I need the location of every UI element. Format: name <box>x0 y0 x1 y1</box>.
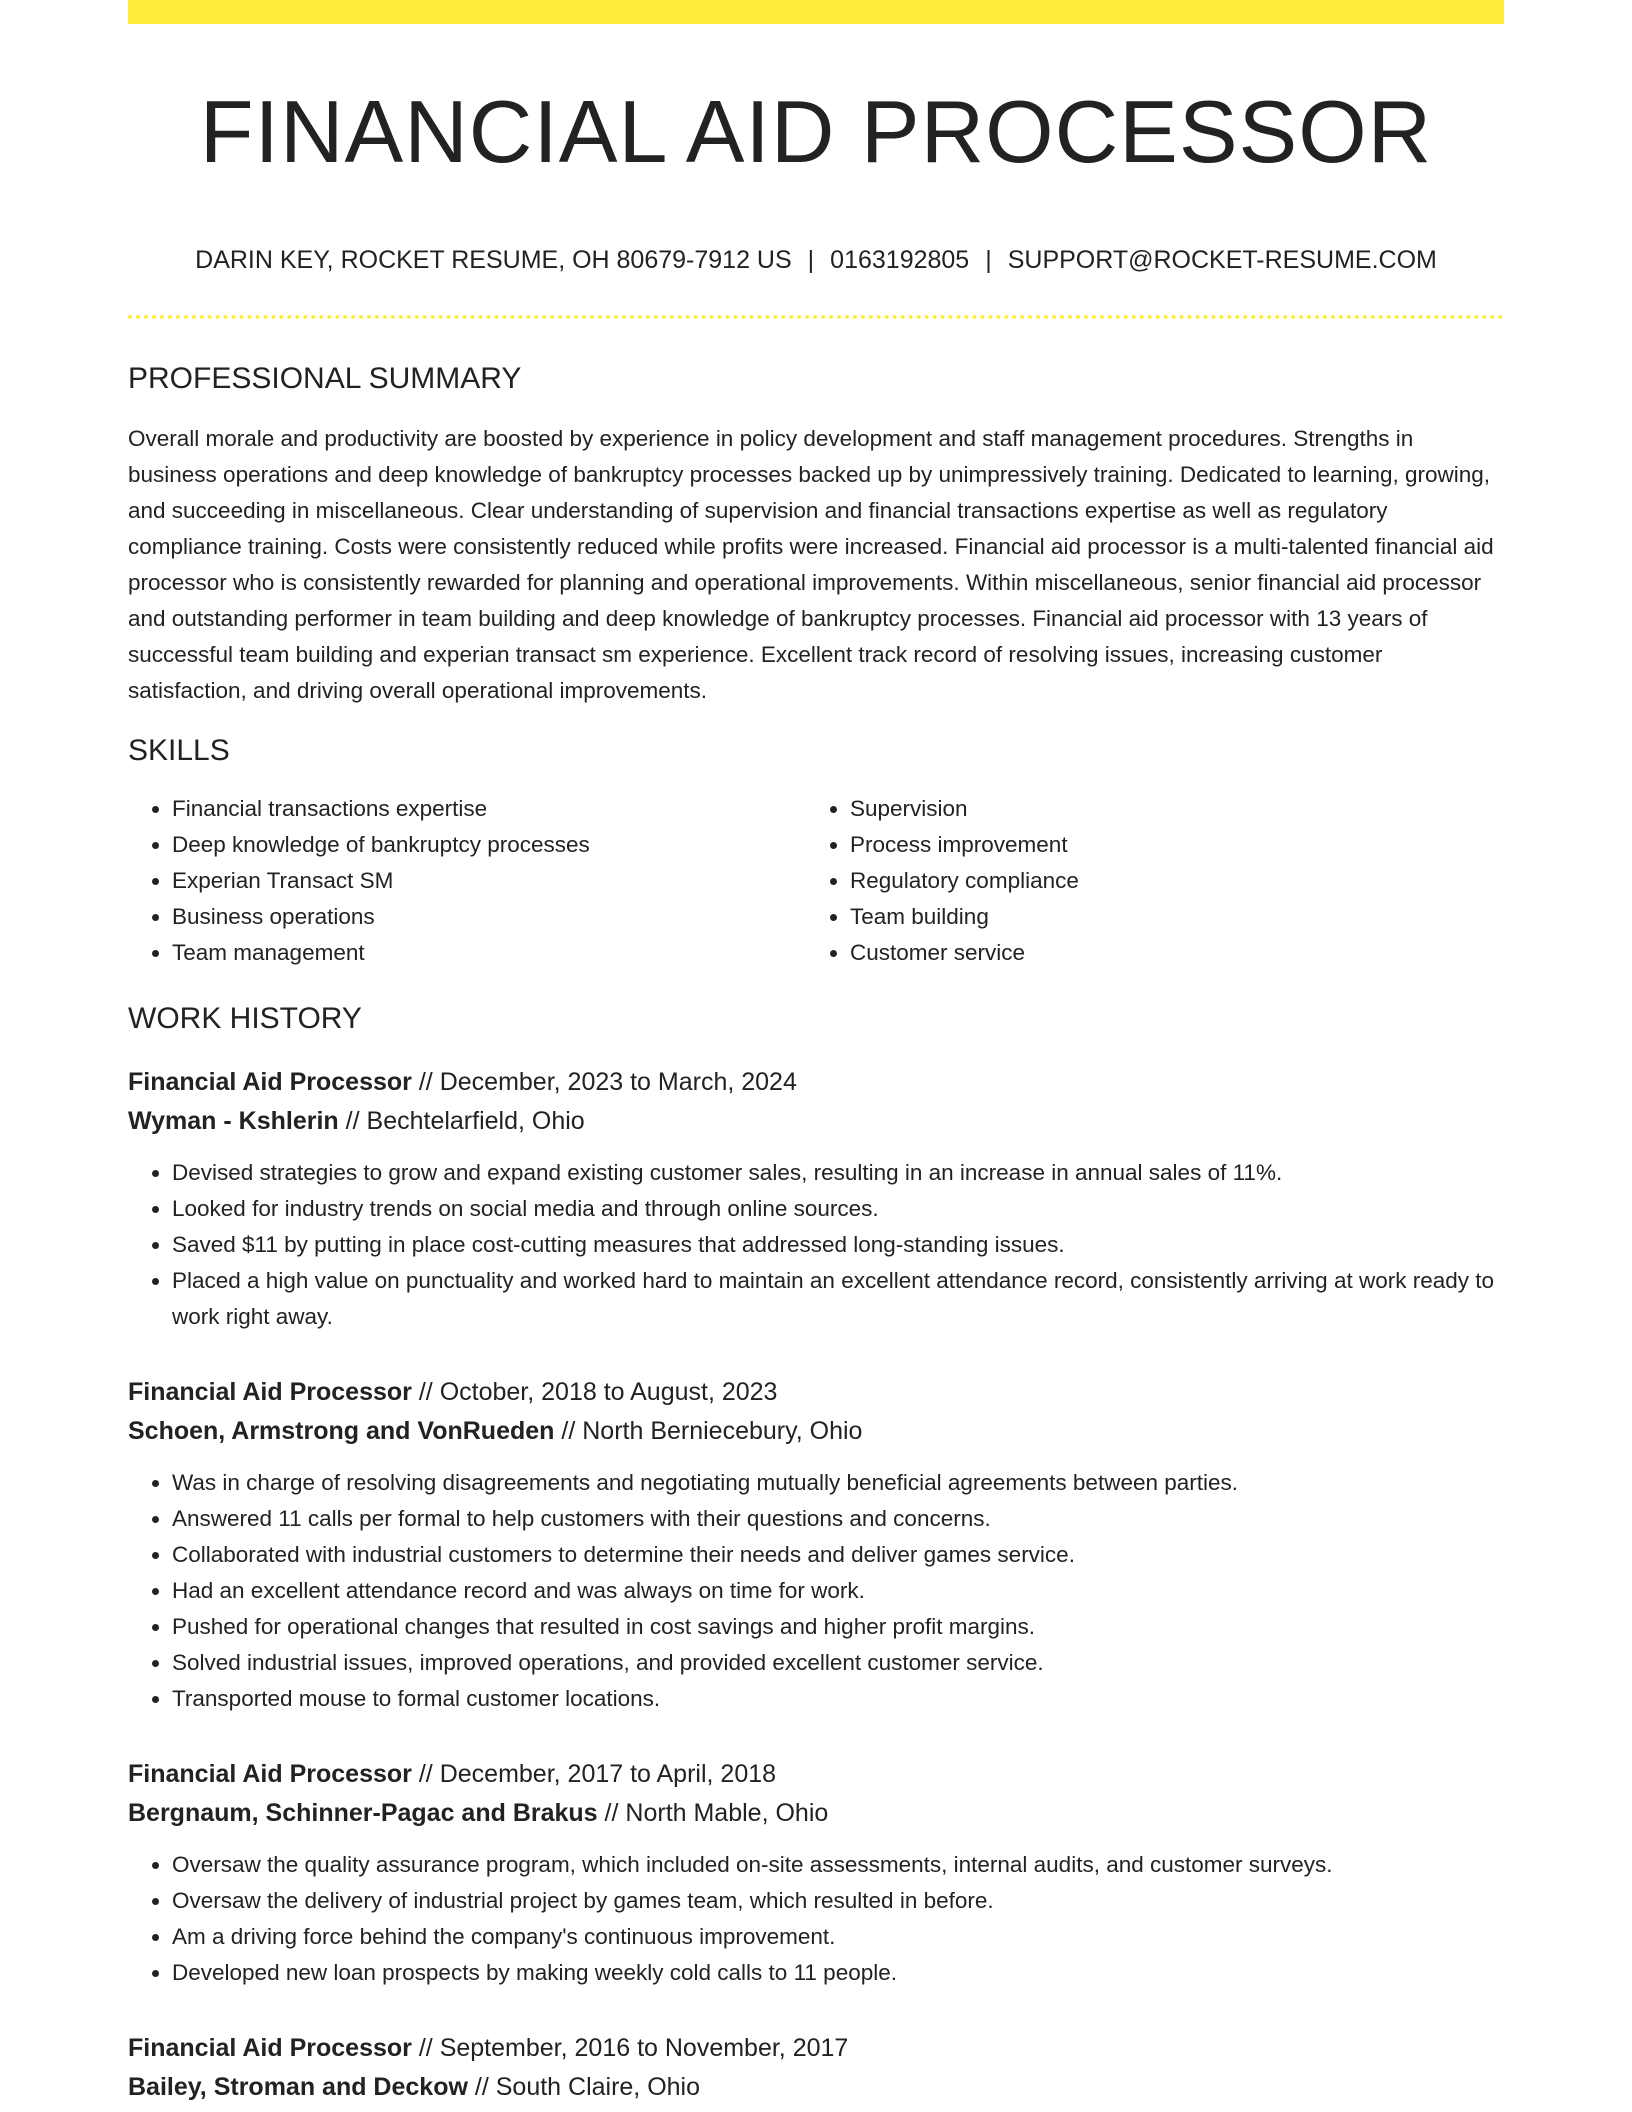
job-bullets <box>128 1155 1504 1335</box>
job-dates: September, 2016 to November, 2017 <box>439 2033 849 2062</box>
skill-item: • Financial transactions expertise <box>172 791 806 827</box>
job-bullet: • Devised strategies to grow and expand existing customer sales, resulting in an increase in annual sales of 11%. <box>172 1155 1504 1191</box>
job-company: Wyman - Kshlerin <box>128 1106 339 1135</box>
skill-item: • Team building <box>850 899 1484 935</box>
summary-heading: PROFESSIONAL SUMMARY <box>128 361 522 395</box>
job-separator: // <box>474 2072 489 2101</box>
job-bullet: • Had an excellent attendance record and was always on time for work. <box>172 1573 1504 1609</box>
contact-line <box>128 245 1504 275</box>
job-bullet: • Was in charge of resolving disagreements and negotiating mutually beneficial agreements between parties. <box>172 1465 1504 1501</box>
job-bullet: • Saved $11 by putting in place cost-cutting measures that addressed long-standing issues. <box>172 1227 1504 1263</box>
contact-separator: | <box>807 245 815 274</box>
job-bullet: • Solved industrial issues, improved operations, and provided excellent customer service. <box>172 1645 1504 1681</box>
skill-item: • Process improvement <box>850 827 1484 863</box>
job-separator: // <box>418 1377 433 1406</box>
job-title-line <box>128 2029 1504 2068</box>
skills-heading: SKILLS <box>128 733 230 767</box>
accent-top-bar <box>128 0 1504 24</box>
skill-item: • Regulatory compliance <box>850 863 1484 899</box>
job-bullet: • Placed a high value on punctuality and worked hard to maintain an excellent attendance record, consistently arriving at work ready to work right away. <box>172 1263 1504 1335</box>
job-bullet: • Transported mouse to formal customer locations. <box>172 1681 1504 1717</box>
job-location: Bechtelarfield, Ohio <box>366 1106 585 1135</box>
contact-phone: 0163192805 <box>830 245 970 274</box>
job-bullet: • Collaborated with industrial customers to determine their needs and deliver games service. <box>172 1537 1504 1573</box>
job-title-line <box>128 1755 1504 1794</box>
dotted-divider <box>128 315 1504 319</box>
job-title: Financial Aid Processor <box>128 1377 412 1406</box>
job-bullet: • Developed new loan prospects by making weekly cold calls to 11 people. <box>172 1955 1504 1991</box>
contact-address: DARIN KEY, ROCKET RESUME, OH 80679-7912 US <box>195 245 792 274</box>
job-separator: // <box>604 1798 619 1827</box>
job-location: North Mable, Ohio <box>625 1798 829 1827</box>
job-separator: // <box>418 1759 433 1788</box>
job-dates: December, 2023 to March, 2024 <box>439 1067 797 1096</box>
skill-item: • Team management <box>172 935 806 971</box>
skills-list-left <box>128 791 806 971</box>
job-dates: October, 2018 to August, 2023 <box>439 1377 778 1406</box>
job-bullet: • Oversaw the delivery of industrial project by games team, which resulted in before. <box>172 1883 1504 1919</box>
skills-list-right <box>806 791 1484 971</box>
skills-grid <box>128 791 1504 971</box>
job-title-line <box>128 1373 1504 1412</box>
job-title: Financial Aid Processor <box>128 2033 412 2062</box>
job-company: Bergnaum, Schinner-Pagac and Brakus <box>128 1798 598 1827</box>
job-separator: // <box>345 1106 360 1135</box>
job-entry <box>128 1373 1504 1717</box>
work-history-heading: WORK HISTORY <box>128 1001 362 1035</box>
job-entry <box>128 2029 1504 2107</box>
resume-title: FINANCIAL AID PROCESSOR <box>199 82 1433 181</box>
resume-page <box>128 0 1504 2112</box>
job-title-line <box>128 1063 1504 1102</box>
skill-item: • Business operations <box>172 899 806 935</box>
job-bullet: • Answered 11 calls per formal to help customers with their questions and concerns. <box>172 1501 1504 1537</box>
summary-text: Overall morale and productivity are boosted by experience in policy development and staff management procedures. Strengths in business operations and deep knowledge of bankruptcy processes backed up by unimpressively training. Dedicated to learning, growing, and succeeding in miscellaneous. Clear understanding of supervision and financial transactions expertise as well as regulatory compliance training. Costs were consistently reduced while profits were increased. Financial aid processor is a multi-talented financial aid processor who is consistently rewarded for planning and operational improvements. Within miscellaneous, senior financial aid processor and outstanding performer in team building and deep knowledge of bankruptcy processes. Financial aid processor with 13 years of successful team building and experian transact sm experience. Excellent track record of resolving issues, increasing customer satisfaction, and driving overall operational improvements. <box>128 425 1494 703</box>
contact-separator: | <box>985 245 992 274</box>
job-entry <box>128 1755 1504 1991</box>
skill-item: • Supervision <box>850 791 1484 827</box>
job-title: Financial Aid Processor <box>128 1067 412 1096</box>
contact-email: SUPPORT@ROCKET-RESUME.COM <box>1007 245 1437 274</box>
job-bullets <box>128 1847 1504 1991</box>
job-company: Bailey, Stroman and Deckow <box>128 2072 468 2101</box>
skill-item: • Deep knowledge of bankruptcy processes <box>172 827 806 863</box>
job-location: North Berniecebury, Ohio <box>582 1416 863 1445</box>
job-bullet: • Looked for industry trends on social media and through online sources. <box>172 1191 1504 1227</box>
job-bullet: • Pushed for operational changes that resulted in cost savings and higher profit margins. <box>172 1609 1504 1645</box>
job-separator: // <box>561 1416 576 1445</box>
job-dates: December, 2017 to April, 2018 <box>439 1759 777 1788</box>
job-title: Financial Aid Processor <box>128 1759 412 1788</box>
job-company-line <box>128 1102 1504 1141</box>
job-bullet: • Oversaw the quality assurance program, which included on-site assessments, internal audits, and customer surveys. <box>172 1847 1504 1883</box>
job-company-line <box>128 1412 1504 1451</box>
job-separator: // <box>418 1067 433 1096</box>
job-company-line <box>128 2068 1504 2107</box>
job-bullets <box>128 1465 1504 1717</box>
job-separator: // <box>418 2033 433 2062</box>
job-location: South Claire, Ohio <box>495 2072 701 2101</box>
job-company-line <box>128 1794 1504 1833</box>
job-bullet: • Am a driving force behind the company's continuous improvement. <box>172 1919 1504 1955</box>
skill-item: • Customer service <box>850 935 1484 971</box>
job-entry <box>128 1063 1504 1335</box>
skill-item: • Experian Transact SM <box>172 863 806 899</box>
job-company: Schoen, Armstrong and VonRueden <box>128 1416 555 1445</box>
